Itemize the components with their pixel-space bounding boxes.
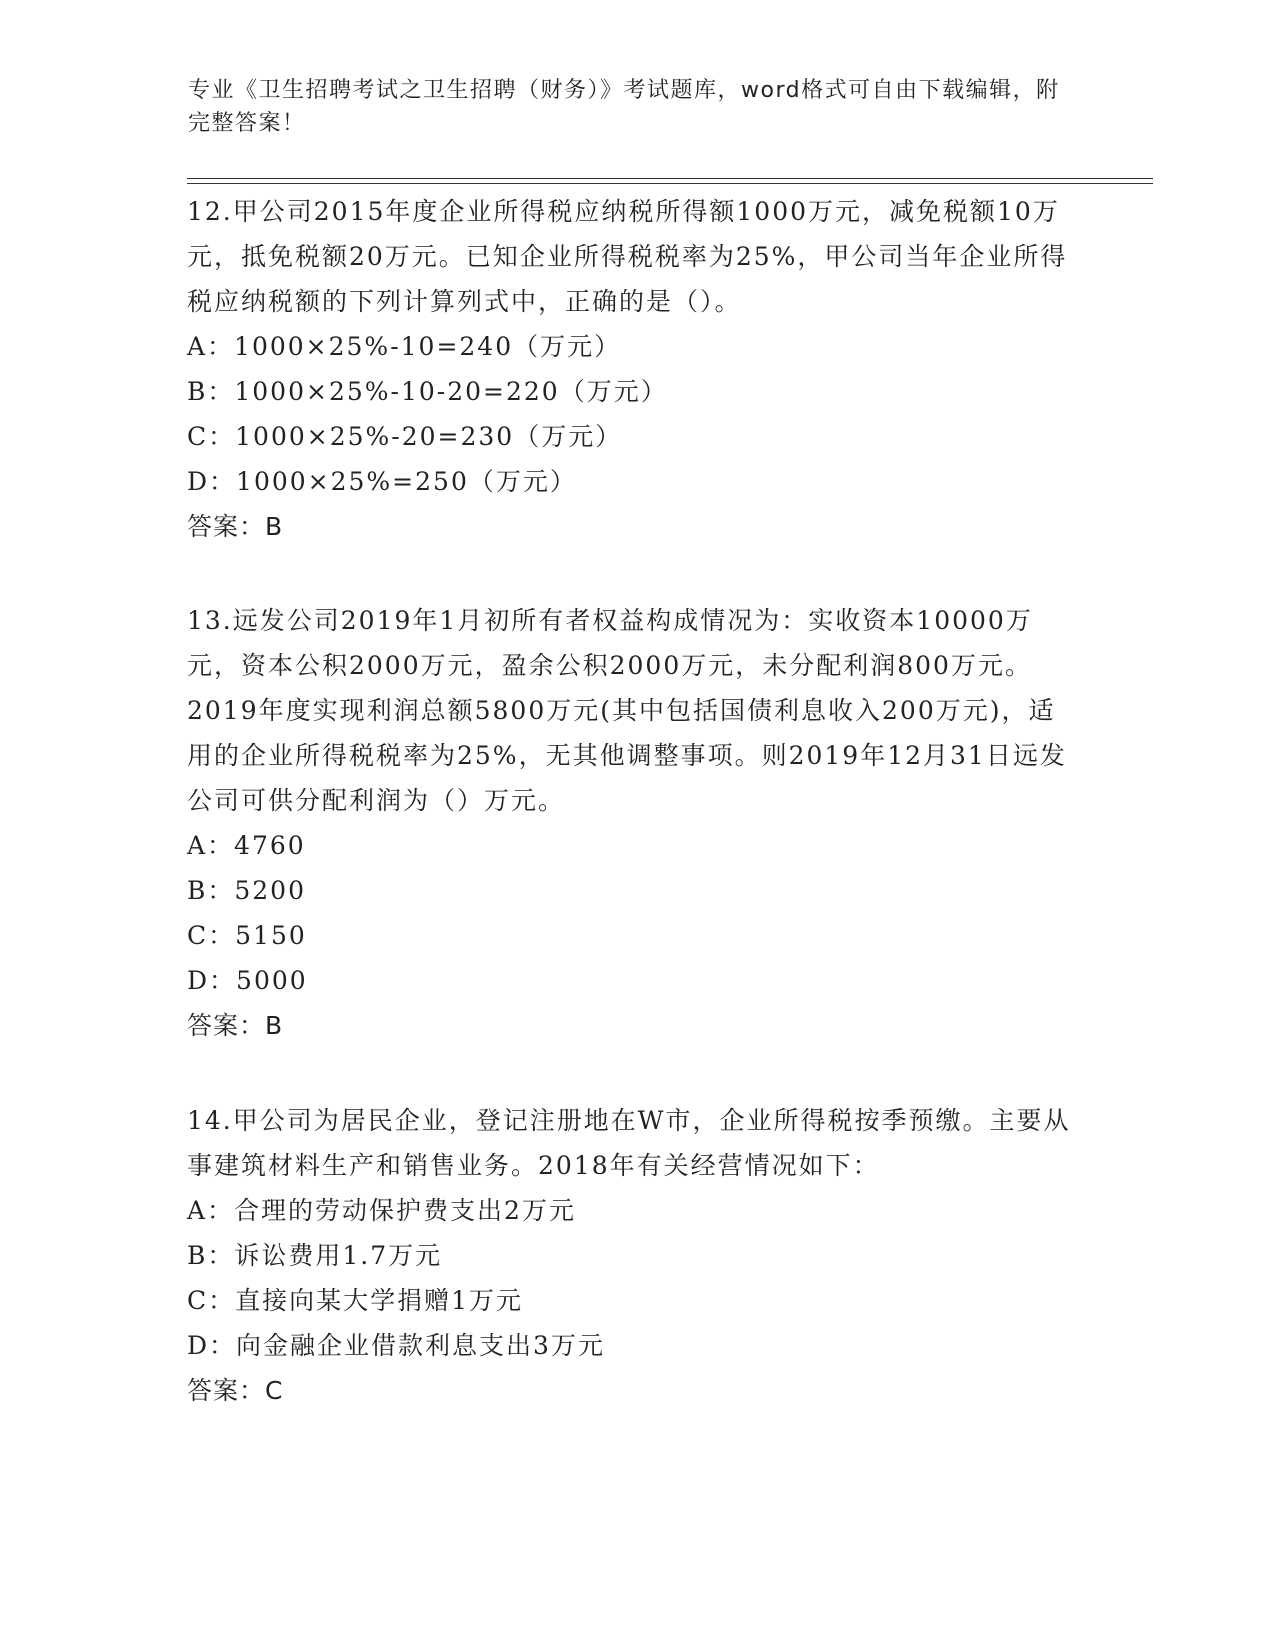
option-a: A：1000×25%-10=240（万元） (187, 332, 622, 361)
option-c: C：5150 (187, 921, 307, 950)
question-14 (187, 1098, 1077, 1413)
header-divider-top (187, 178, 1153, 179)
answer-line: 答案：B (187, 1011, 284, 1040)
option-d: D：5000 (187, 966, 308, 995)
question-stem: 12.甲公司2015年度企业所得税应纳税所得额1000万元，减免税额10万元，抵免税额20万元。已知企业所得税税率为25%，甲公司当年企业所得税应纳税额的下列计算列式中，正确的是（）。 (187, 197, 1068, 316)
option-b: B：诉讼费用1.7万元 (187, 1241, 443, 1270)
question-13 (187, 598, 1077, 1048)
question-stem: 13.远发公司2019年1月初所有者权益构成情况为：实收资本10000万元，资本公积2000万元，盈余公积2000万元，未分配利润800万元。2019年度实现利润总额5800万元(其中包括国债利息收入200万元)，适用的企业所得税税率为25%，无其他调整事项。则2019年12月31日远发公司可供分配利润为（）万元。 (187, 606, 1067, 815)
question-12 (187, 189, 1077, 549)
option-c: C：直接向某大学捐赠1万元 (187, 1286, 524, 1315)
option-b: B：5200 (187, 876, 306, 905)
option-b: B：1000×25%-10-20=220（万元） (187, 377, 668, 406)
option-a: A：4760 (187, 831, 306, 860)
answer-line: 答案：B (187, 512, 284, 541)
question-stem: 14.甲公司为居民企业，登记注册地在W市，企业所得税按季预缴。主要从事建筑材料生产和销售业务。2018年有关经营情况如下： (187, 1106, 1071, 1180)
answer-line: 答案：C (187, 1376, 284, 1405)
option-a: A：合理的劳动保护费支出2万元 (187, 1196, 576, 1225)
option-d: D：1000×25%=250（万元） (187, 467, 577, 496)
header-divider-bottom (187, 183, 1153, 184)
option-c: C：1000×25%-20=230（万元） (187, 422, 623, 451)
document-header: 专业《卫生招聘考试之卫生招聘（财务）》考试题库，word格式可自由下载编辑，附完整答案！ (188, 78, 1060, 136)
option-d: D：向金融企业借款利息支出3万元 (187, 1331, 605, 1360)
